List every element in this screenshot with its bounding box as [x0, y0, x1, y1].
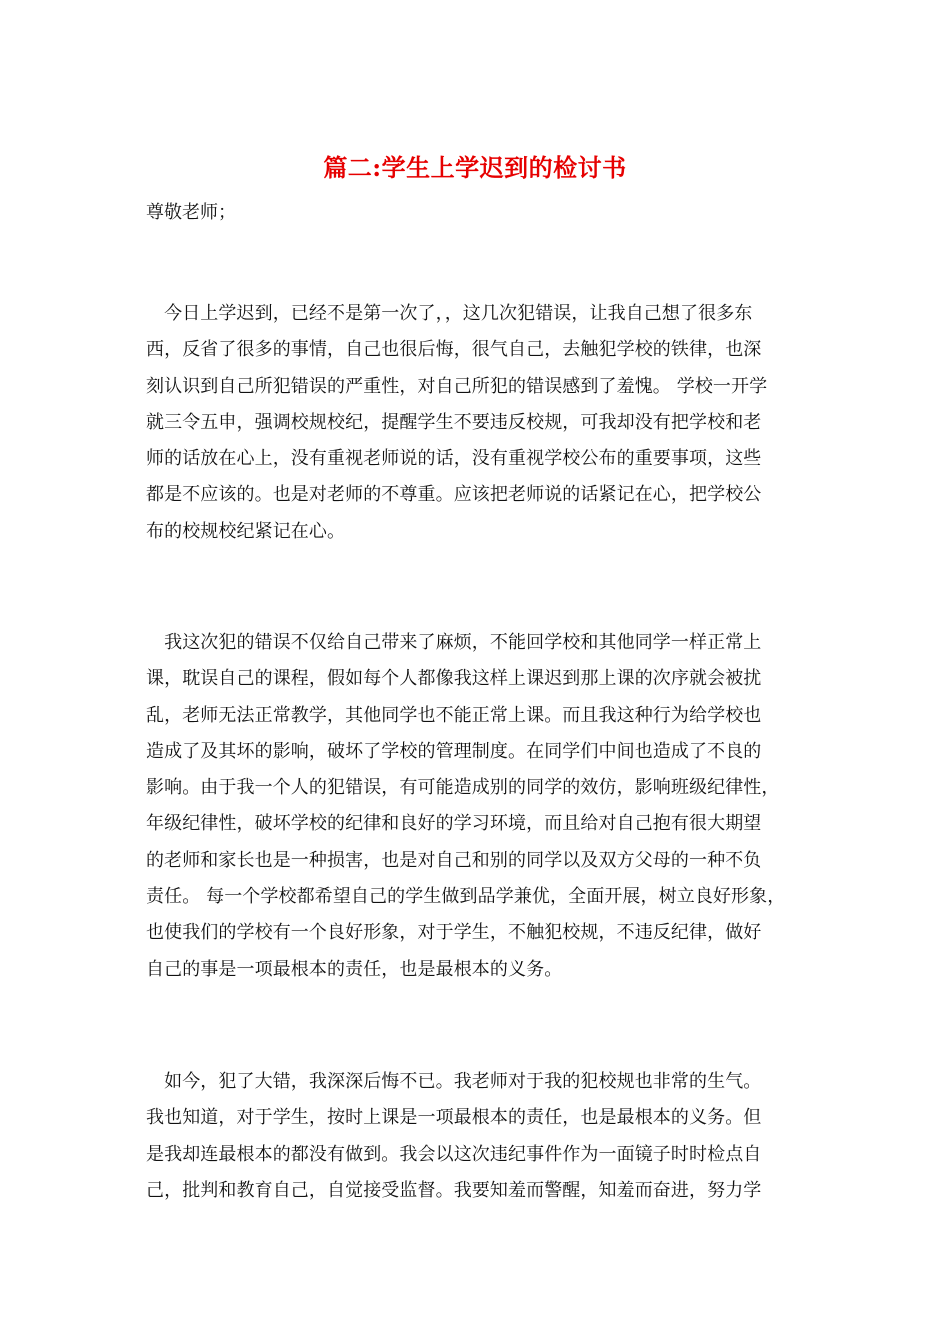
text-line: 我也知道，对于学生，按时上课是一项最根本的责任，也是最根本的义务。但 [146, 1107, 762, 1129]
text-line: 的老师和家长也是一种损害，也是对自己和别的同学以及双方父母的一种不负 [146, 849, 762, 871]
text-line: 乱，老师无法正常教学，其他同学也不能正常上课。而且我这种行为给学校也 [146, 704, 762, 726]
document-title: 篇二:学生上学迟到的检讨书 [323, 153, 627, 182]
text-line: 今日上学迟到，已经不是第一次了，，这几次犯错误，让我自己想了很多东 [146, 303, 753, 324]
text-line: 课，耽误自己的课程，假如每个人都像我这样上课迟到那上课的次序就会被扰 [146, 668, 762, 690]
salutation: 尊敬老师； [146, 202, 236, 223]
text-line: 如今，犯了大错，我深深后悔不已。我老师对于我的犯校规也非常的生气。 [146, 1071, 762, 1092]
text-line: 都是不应该的。也是对老师的不尊重。应该把老师说的话紧记在心，把学校公 [146, 484, 762, 506]
text-line: 师的话放在心上，没有重视老师说的话，没有重视学校公布的重要事项，这些 [146, 448, 762, 470]
paragraph-1 [146, 296, 826, 550]
text-line: 也使我们的学校有一个良好形象，对于学生，不触犯校规，不违反纪律，做好 [146, 922, 762, 944]
text-line: 西，反省了很多的事情，自己也很后悔，很气自己，去触犯学校的铁律，也深 [146, 339, 762, 361]
text-line: 布的校规校纪紧记在心。 [146, 520, 346, 542]
paragraph-3 [146, 1064, 826, 1209]
text-line: 造成了及其坏的影响，破坏了学校的管理制度。在同学们中间也造成了不良的 [146, 740, 762, 762]
text-line: 年级纪律性，破坏学校的纪律和良好的学习环境，而且给对自己抱有很大期望 [146, 813, 762, 835]
text-line: 己，批判和教育自己，自觉接受监督。我要知羞而警醒，知羞而奋进，努力学 [146, 1179, 762, 1201]
text-line: 刻认识到自己所犯错误的严重性，对自己所犯的错误感到了羞愧。 学校一开学 [146, 375, 768, 397]
text-line: 影响。由于我一个人的犯错误，有可能造成别的同学的效仿，影响班级纪律性， [146, 777, 780, 799]
text-line: 我这次犯的错误不仅给自己带来了麻烦，不能回学校和其他同学一样正常上 [146, 632, 762, 653]
text-line: 自己的事是一项最根本的责任，也是最根本的义务。 [146, 958, 563, 980]
text-line: 就三令五申，强调校规校纪，提醒学生不要违反校规，可我却没有把学校和老 [146, 411, 762, 433]
text-line: 责任。 每一个学校都希望自己的学生做到品学兼优，全面开展，树立良好形象， [146, 886, 786, 908]
text-line: 是我却连最根本的都没有做到。我会以这次违纪事件作为一面镜子时时检点自 [146, 1143, 762, 1165]
paragraph-2 [146, 625, 826, 988]
